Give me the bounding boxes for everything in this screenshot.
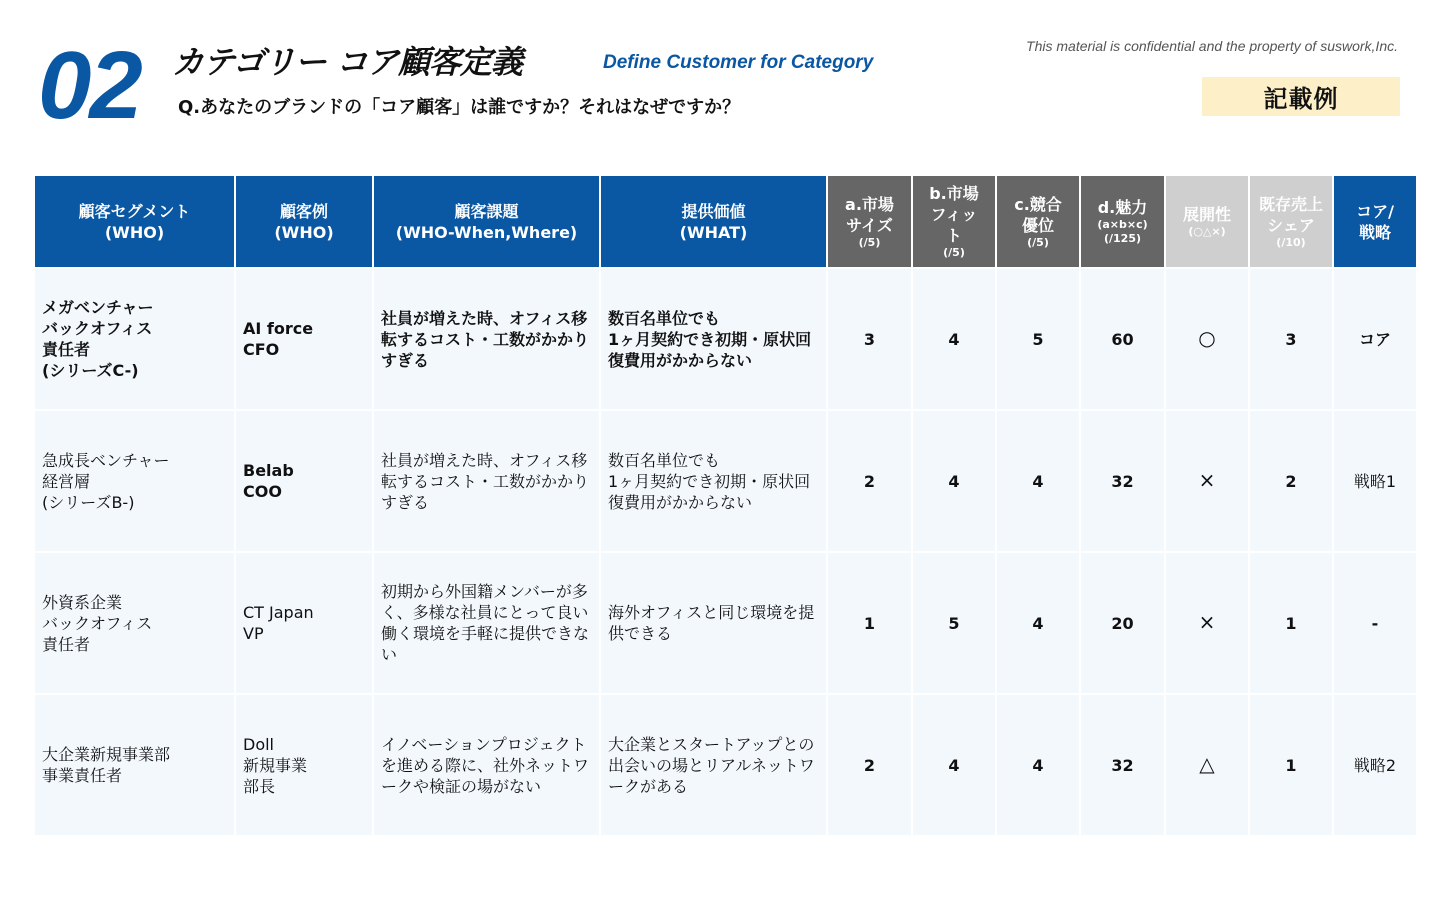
cell-attractiveness: 60	[1080, 268, 1165, 410]
cell-attractiveness: 32	[1080, 694, 1165, 836]
cell-competitive-edge: 4	[996, 694, 1080, 836]
cell-expandability	[1165, 694, 1249, 836]
cell-example: AI force CFO	[235, 268, 373, 410]
cell-market-fit: 4	[912, 694, 996, 836]
column-header-competitive-edge: c.競合 優位 (/5)	[996, 175, 1080, 268]
cell-competitive-edge: 4	[996, 552, 1080, 694]
column-header-attractiveness: d.魅力 (a×b×c) (/125)	[1080, 175, 1165, 268]
cell-expandability	[1165, 552, 1249, 694]
cell-sales-share: 1	[1249, 694, 1333, 836]
page-title: カテゴリー コア顧客定義	[172, 43, 522, 81]
column-header-example: 顧客例 (WHO)	[235, 175, 373, 268]
table-row	[34, 694, 1417, 836]
cell-segment: 外資系企業 バックオフィス 責任者	[34, 552, 235, 694]
column-header-value: 提供価値 (WHAT)	[600, 175, 827, 268]
cell-sales-share: 3	[1249, 268, 1333, 410]
cell-segment: 大企業新規事業部 事業責任者	[34, 694, 235, 836]
cell-core-strategy: 戦略2	[1333, 694, 1417, 836]
confidential-notice: This material is confidential and the property of suswork,Inc.	[1026, 38, 1398, 54]
cell-market-size: 3	[827, 268, 912, 410]
cell-issue: 社員が増えた時、オフィス移転するコスト・工数がかかりすぎる	[373, 268, 600, 410]
column-header-core-strategy: コア/ 戦略	[1333, 175, 1417, 268]
column-header-issue: 顧客課題 (WHO-When,Where)	[373, 175, 600, 268]
cell-attractiveness: 20	[1080, 552, 1165, 694]
cell-value: 大企業とスタートアップとの出会いの場とリアルネットワークがある	[600, 694, 827, 836]
cell-market-size: 2	[827, 694, 912, 836]
expandability-mark: ×	[1198, 468, 1216, 492]
cell-sales-share: 1	[1249, 552, 1333, 694]
cell-segment: 急成長ベンチャー 経営層 (シリーズB-)	[34, 410, 235, 552]
cell-example: Belab COO	[235, 410, 373, 552]
cell-competitive-edge: 4	[996, 410, 1080, 552]
cell-attractiveness: 32	[1080, 410, 1165, 552]
expandability-mark: △	[1199, 752, 1215, 776]
cell-issue: 社員が増えた時、オフィス移転するコスト・工数がかかりすぎる	[373, 410, 600, 552]
table-row	[34, 410, 1417, 552]
core-customer-table	[33, 174, 1418, 837]
cell-market-size: 1	[827, 552, 912, 694]
cell-expandability	[1165, 410, 1249, 552]
column-header-segment: 顧客セグメント (WHO)	[34, 175, 235, 268]
table-header-row	[34, 175, 1417, 268]
page-subtitle-en: Define Customer for Category	[603, 52, 874, 73]
cell-value: 数百名単位でも 1ヶ月契約でき初期・原状回復費用がかからない	[600, 268, 827, 410]
column-header-sales-share: 既存売上 シェア (/10)	[1249, 175, 1333, 268]
cell-market-fit: 5	[912, 552, 996, 694]
cell-segment: メガベンチャー バックオフィス 責任者 (シリーズC-)	[34, 268, 235, 410]
cell-market-fit: 4	[912, 268, 996, 410]
cell-value: 海外オフィスと同じ環境を提供できる	[600, 552, 827, 694]
cell-value: 数百名単位でも 1ヶ月契約でき初期・原状回復費用がかからない	[600, 410, 827, 552]
expandability-mark: ○	[1198, 326, 1216, 350]
cell-expandability	[1165, 268, 1249, 410]
cell-market-size: 2	[827, 410, 912, 552]
cell-example: CT Japan VP	[235, 552, 373, 694]
cell-market-fit: 4	[912, 410, 996, 552]
cell-issue: イノベーションプロジェクトを進める際に、社外ネットワークや検証の場がない	[373, 694, 600, 836]
cell-core-strategy: 戦略1	[1333, 410, 1417, 552]
cell-issue: 初期から外国籍メンバーが多く、多様な社員にとって良い働く環境を手軽に提供できない	[373, 552, 600, 694]
example-badge: 記載例	[1202, 77, 1400, 116]
table-row	[34, 552, 1417, 694]
column-header-market-size: a.市場 サイズ (/5)	[827, 175, 912, 268]
question-text: Q.あなたのブランドの「コア顧客」は誰ですか？それはなぜですか？	[178, 97, 741, 118]
column-header-market-fit: b.市場 フィッ ト (/5)	[912, 175, 996, 268]
cell-core-strategy: -	[1333, 552, 1417, 694]
table-row	[34, 268, 1417, 410]
expandability-mark: ×	[1198, 610, 1216, 634]
cell-example: Doll 新規事業 部長	[235, 694, 373, 836]
section-number: 02	[38, 32, 141, 139]
cell-core-strategy: コア	[1333, 268, 1417, 410]
cell-competitive-edge: 5	[996, 268, 1080, 410]
column-header-expandability: 展開性 (○△×)	[1165, 175, 1249, 268]
cell-sales-share: 2	[1249, 410, 1333, 552]
